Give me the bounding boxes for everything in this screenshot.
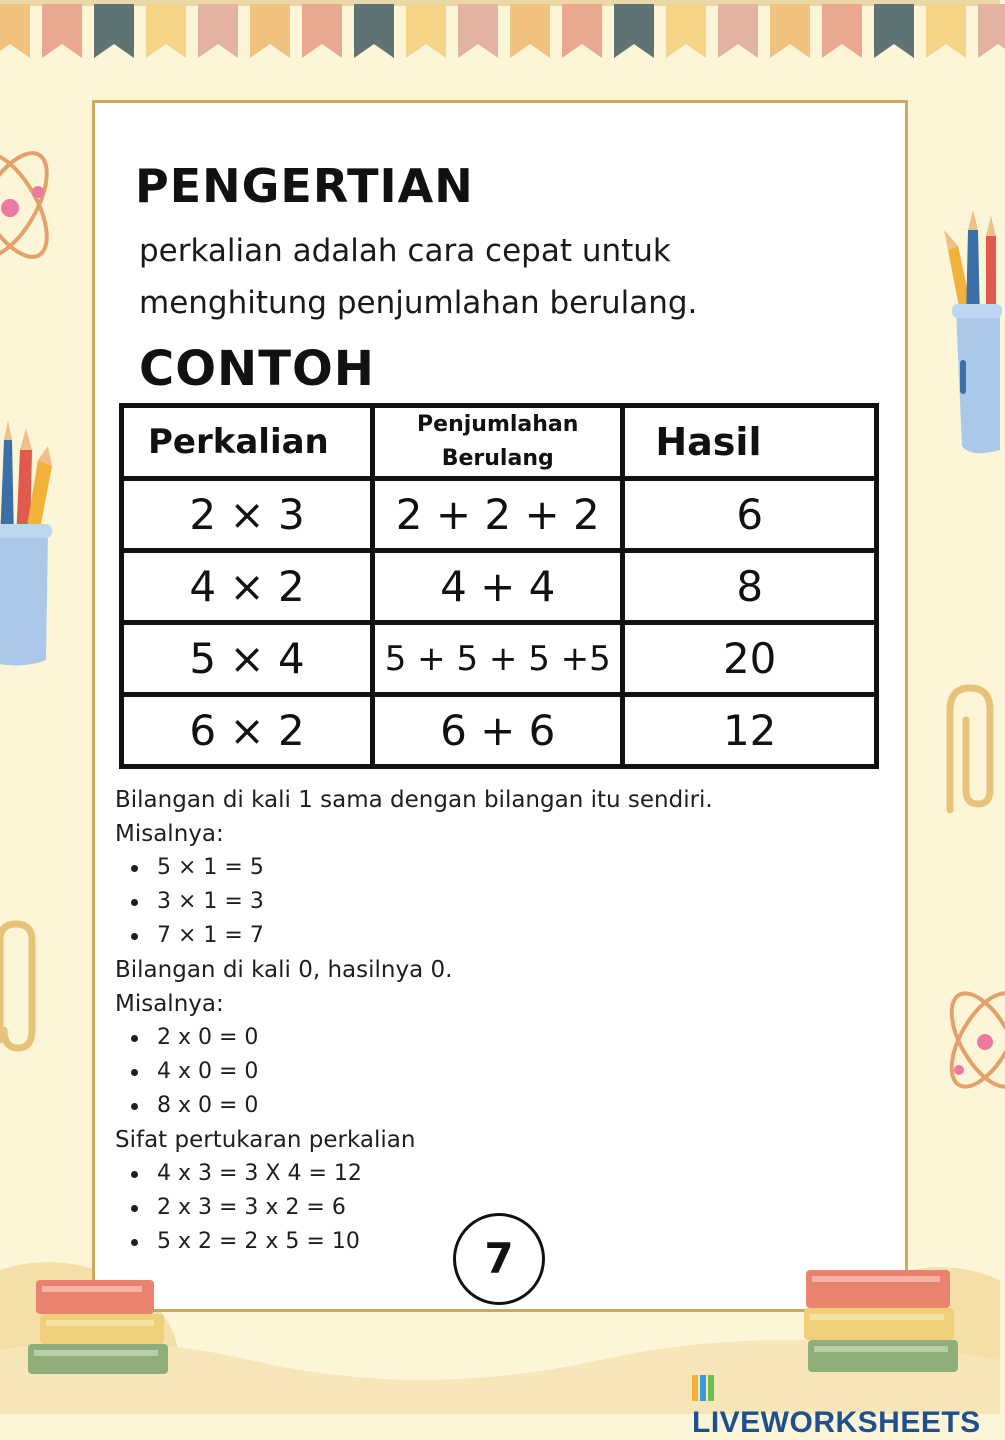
table-cell: 6 + 6 (373, 695, 623, 767)
rule-text: Bilangan di kali 1 sama dengan bilangan itu sendiri. (115, 787, 713, 813)
bunting-flag (42, 4, 82, 58)
rule-text: Bilangan di kali 0, hasilnya 0. (115, 957, 453, 983)
example-label: Misalnya: (115, 991, 224, 1017)
paperclip-icon (930, 680, 1000, 820)
table-cell: 5 + 5 + 5 +5 (373, 623, 623, 695)
notes-section (115, 783, 875, 1259)
books-icon (24, 1270, 184, 1380)
bunting-flag (874, 4, 914, 58)
atom-icon (0, 140, 70, 270)
example-heading: CONTOH (139, 341, 375, 397)
bunting-flag (354, 4, 394, 58)
table-cell: 4 + 4 (373, 551, 623, 623)
table-row (122, 551, 877, 623)
bunting-flag (926, 4, 966, 58)
table-row (122, 479, 877, 551)
bunting-flag (198, 4, 238, 58)
books-icon (800, 1258, 970, 1378)
liveworksheets-watermark (692, 1372, 1000, 1440)
bunting-flag (458, 4, 498, 58)
bunting-flag (822, 4, 862, 58)
table-cell: 4 × 2 (122, 551, 373, 623)
list-item: 2 x 3 = 3 x 2 = 6 (115, 1191, 875, 1225)
list-item: 8 x 0 = 0 (115, 1089, 875, 1123)
bunting-flag (0, 4, 30, 58)
list-item: 5 x 2 = 2 x 5 = 10 (115, 1225, 875, 1259)
paperclip-icon (0, 920, 50, 1060)
column-header: Penjumlahan Berulang (373, 406, 623, 479)
bunting-flag (978, 4, 1005, 58)
bunting-flag (146, 4, 186, 58)
watermark-text: LIVEWORKSHEETS (692, 1406, 981, 1439)
example-label: Misalnya: (115, 821, 224, 847)
table-cell: 6 (623, 479, 877, 551)
pencil-cup-icon (940, 210, 1000, 460)
column-header: Hasil (623, 406, 877, 479)
table-cell: 2 + 2 + 2 (373, 479, 623, 551)
bunting-flag (302, 4, 342, 58)
page-number: 7 (453, 1213, 545, 1305)
table-row (122, 623, 877, 695)
page-title: PENGERTIAN (135, 159, 474, 213)
bunting-flag (510, 4, 550, 58)
liveworksheets-logo-icon (692, 1375, 714, 1401)
bunting-flag (406, 4, 446, 58)
pencil-cup-icon (0, 420, 70, 670)
example-list (115, 1021, 875, 1123)
table-row (122, 695, 877, 767)
list-item: 2 x 0 = 0 (115, 1021, 875, 1055)
list-item: 3 × 1 = 3 (115, 885, 875, 919)
example-list (115, 851, 875, 953)
list-item: 5 × 1 = 5 (115, 851, 875, 885)
list-item: 4 x 0 = 0 (115, 1055, 875, 1089)
table-header-row (122, 406, 877, 479)
bunting-flag (666, 4, 706, 58)
definition-text: perkalian adalah cara cepat untuk menghitung penjumlahan berulang. (139, 233, 698, 321)
bunting-flag (614, 4, 654, 58)
bunting-decoration (0, 0, 1000, 70)
table-cell: 20 (623, 623, 877, 695)
bunting-flag (562, 4, 602, 58)
list-item: 4 x 3 = 3 X 4 = 12 (115, 1157, 875, 1191)
rule-text: Sifat pertukaran perkalian (115, 1127, 416, 1153)
column-header: Perkalian (122, 406, 373, 479)
content-card (92, 100, 908, 1312)
table-cell: 5 × 4 (122, 623, 373, 695)
table-cell: 8 (623, 551, 877, 623)
list-item: 7 × 1 = 7 (115, 919, 875, 953)
bunting-flag (94, 4, 134, 58)
bunting-flag (770, 4, 810, 58)
example-table (119, 403, 879, 769)
bunting-flag (250, 4, 290, 58)
table-cell: 6 × 2 (122, 695, 373, 767)
table-cell: 2 × 3 (122, 479, 373, 551)
table-cell: 12 (623, 695, 877, 767)
bunting-flag (718, 4, 758, 58)
atom-icon (945, 980, 1005, 1100)
